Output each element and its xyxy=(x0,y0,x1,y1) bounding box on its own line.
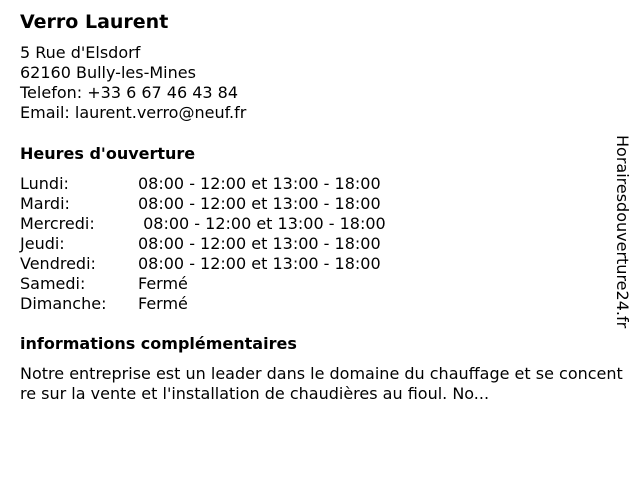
hours-table xyxy=(20,174,386,314)
hours-row-sunday xyxy=(20,294,386,314)
hours-row-thursday xyxy=(20,234,386,254)
street-address: 5 Rue d'Elsdorf xyxy=(20,43,141,62)
city-address: 62160 Bully-les-Mines xyxy=(20,63,196,82)
time-value: 08:00 - 12:00 et 13:00 - 18:00 xyxy=(138,174,381,193)
hours-row-tuesday xyxy=(20,194,386,214)
time-value: Fermé xyxy=(138,294,188,313)
day-label: Jeudi: xyxy=(20,234,65,253)
site-watermark: Horairesdouverture24.fr xyxy=(613,135,632,329)
time-value: 08:00 - 12:00 et 13:00 - 18:00 xyxy=(138,194,381,213)
time-value: 08:00 - 12:00 et 13:00 - 18:00 xyxy=(138,234,381,253)
day-label: Mardi: xyxy=(20,194,70,213)
time-value: 08:00 - 12:00 et 13:00 - 18:00 xyxy=(138,214,386,233)
contact-block xyxy=(20,43,246,123)
hours-row-monday xyxy=(20,174,386,194)
business-description: Notre entreprise est un leader dans le domaine du chauffage et se concentre sur la vente et l'installation de chaudières au fioul. No... xyxy=(20,364,623,403)
time-value: Fermé xyxy=(138,274,188,293)
hours-row-friday xyxy=(20,254,386,274)
time-value: 08:00 - 12:00 et 13:00 - 18:00 xyxy=(138,254,381,273)
phone-number[interactable]: Telefon: +33 6 67 46 43 84 xyxy=(20,83,239,102)
day-label: Vendredi: xyxy=(20,254,96,273)
business-name: Verro Laurent xyxy=(20,11,169,33)
day-label: Mercredi: xyxy=(20,214,95,233)
day-label: Lundi: xyxy=(20,174,69,193)
hours-row-saturday xyxy=(20,274,386,294)
day-label: Samedi: xyxy=(20,274,86,293)
day-label: Dimanche: xyxy=(20,294,107,313)
hours-heading: Heures d'ouverture xyxy=(20,144,196,163)
hours-row-wednesday xyxy=(20,214,386,234)
info-heading: informations complémentaires xyxy=(20,334,297,353)
email-address[interactable]: Email: laurent.verro@neuf.fr xyxy=(20,103,247,122)
